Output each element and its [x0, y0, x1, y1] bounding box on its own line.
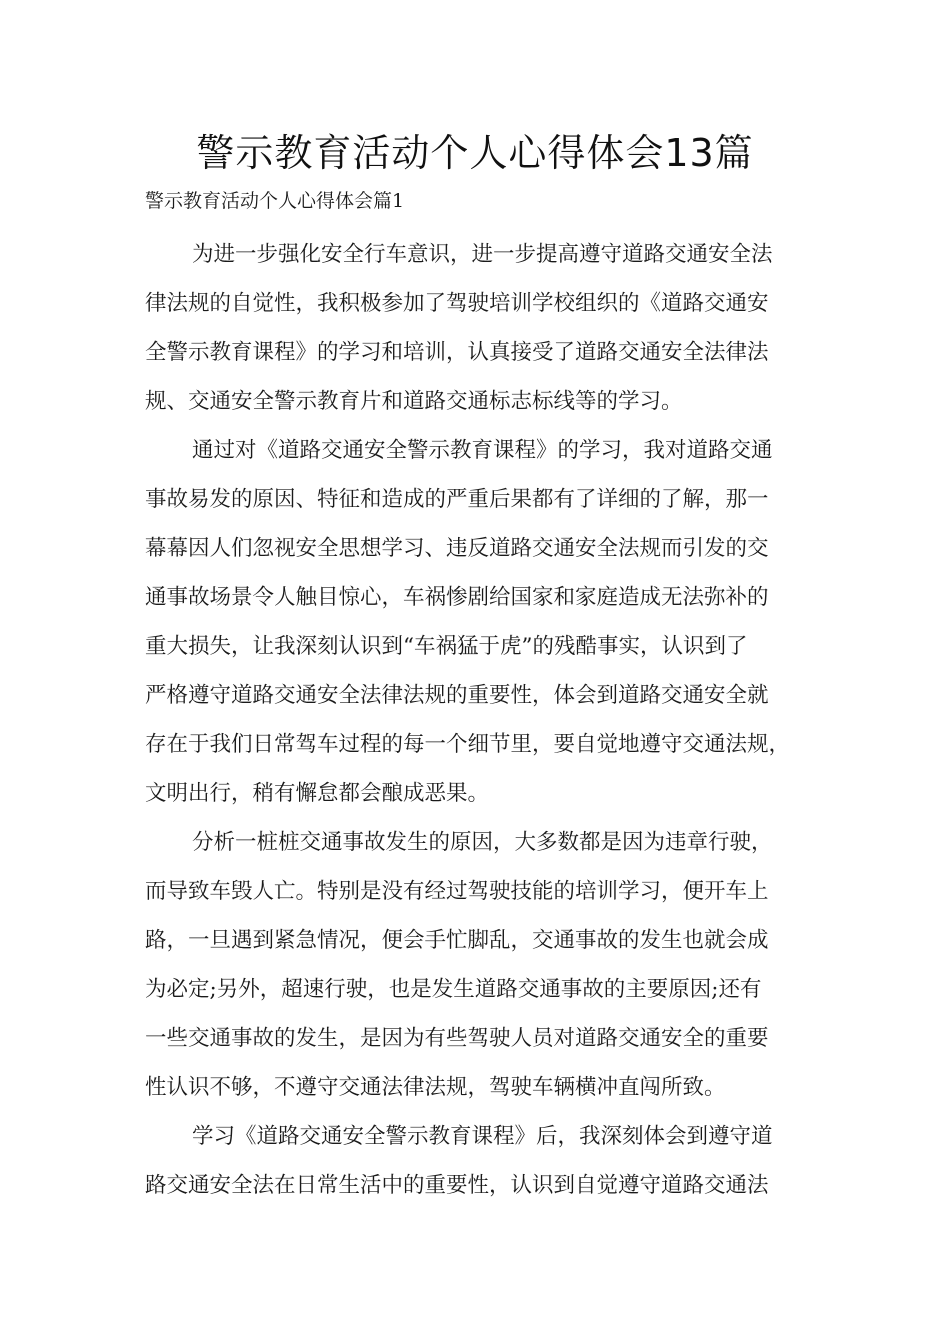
text-line: 严格遵守道路交通安全法律法规的重要性，体会到道路交通安全就: [145, 683, 769, 708]
paragraph-4: [145, 1112, 827, 1210]
document-body: [145, 230, 827, 1210]
paragraph-2: [145, 426, 827, 818]
text-line: 律法规的自觉性，我积极参加了驾驶培训学校组织的《道路交通安: [145, 291, 769, 316]
text-line: 规、交通安全警示教育片和道路交通标志标线等的学习。: [145, 389, 683, 414]
text-line: 学习《道路交通安全警示教育课程》后，我深刻体会到遵守道: [192, 1124, 773, 1149]
text-line: 通过对《道路交通安全警示教育课程》的学习，我对道路交通: [192, 438, 773, 463]
text-line: 文明出行，稍有懈怠都会酿成恶果。: [145, 781, 490, 806]
text-line: 分析一桩桩交通事故发生的原因，大多数都是因为违章行驶，: [192, 830, 773, 855]
text-line: 性认识不够，不遵守交通法律法规，驾驶车辆横冲直闯所致。: [145, 1075, 726, 1100]
paragraph-1: [145, 230, 827, 426]
text-line: 为进一步强化安全行车意识，进一步提高遵守道路交通安全法: [192, 242, 773, 267]
text-line: 路交通安全法在日常生活中的重要性，认识到自觉遵守道路交通法: [145, 1173, 769, 1198]
text-line: 通事故场景令人触目惊心，车祸惨剧给国家和家庭造成无法弥补的: [145, 585, 769, 610]
text-line: 为必定;另外，超速行驶，也是发生道路交通事故的主要原因;还有: [145, 977, 762, 1002]
paragraph-3: [145, 818, 827, 1112]
text-line: 一些交通事故的发生，是因为有些驾驶人员对道路交通安全的重要: [145, 1026, 769, 1051]
text-line: 全警示教育课程》的学习和培训，认真接受了道路交通安全法律法: [145, 340, 769, 365]
text-line: 而导致车毁人亡。特别是没有经过驾驶技能的培训学习，便开车上: [145, 879, 769, 904]
document-title: 警示教育活动个人心得体会13篇: [196, 131, 754, 175]
text-line: 事故易发的原因、特征和造成的严重后果都有了详细的了解，那一: [145, 487, 769, 512]
text-line: 存在于我们日常驾车过程的每一个细节里，要自觉地遵守交通法规，: [145, 732, 791, 757]
text-line: 路，一旦遇到紧急情况，便会手忙脚乱，交通事故的发生也就会成: [145, 928, 769, 953]
text-line: 幕幕因人们忽视安全思想学习、违反道路交通安全法规而引发的交: [145, 536, 769, 561]
text-line: 重大损失，让我深刻认识到“车祸猛于虎”的残酷事实，认识到了: [145, 634, 748, 659]
section-heading: 警示教育活动个人心得体会篇1: [145, 190, 405, 212]
